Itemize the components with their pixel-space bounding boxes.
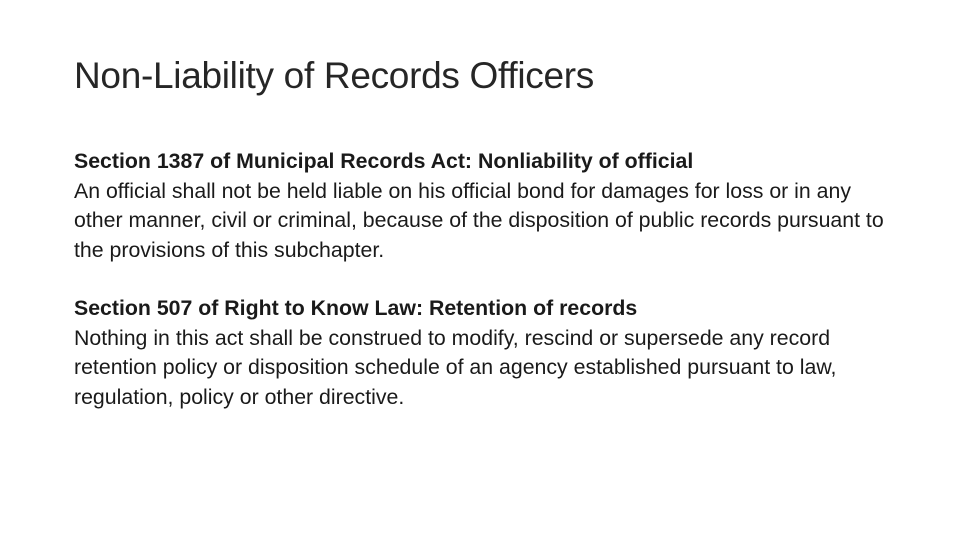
slide-body bbox=[74, 147, 904, 412]
section-heading: Section 1387 of Municipal Records Act: Nonliability of official bbox=[74, 149, 694, 173]
slide-title: Non-Liability of Records Officers bbox=[74, 55, 594, 96]
section-text: Nothing in this act shall be construed to modify, rescind or supersede any record retention policy or disposition schedule of an agency established pursuant to law, regulation, policy or other directive. bbox=[74, 325, 837, 409]
section-text: An official shall not be held liable on his official bond for damages for loss or in any other manner, civil or criminal, because of the disposition of public records pursuant to the provisions of this subchapter. bbox=[74, 178, 884, 262]
section-right-to-know-law bbox=[74, 294, 904, 412]
section-heading: Section 507 of Right to Know Law: Retention of records bbox=[74, 296, 638, 320]
section-municipal-records-act bbox=[74, 147, 904, 265]
